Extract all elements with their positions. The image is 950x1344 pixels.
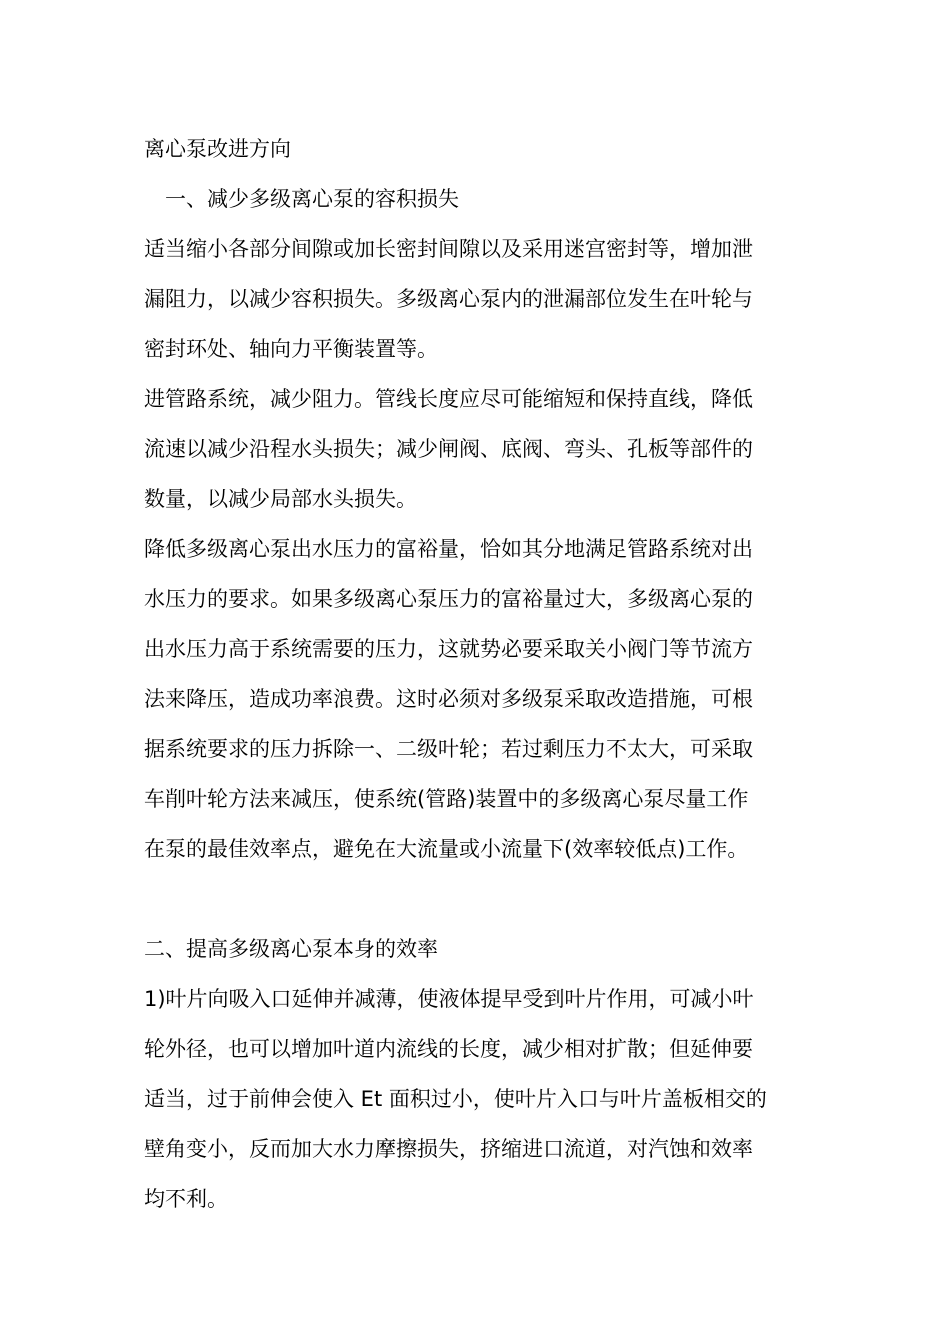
paragraph-spacer	[144, 874, 808, 924]
text-line: 壁角变小，反而加大水力摩擦损失，挤缩进口流道，对汽蚀和效率	[144, 1137, 753, 1161]
text-line: 漏阻力，以减少容积损失。多级离心泵内的泄漏部位发生在叶轮与	[144, 287, 753, 311]
text-line: 密封环处、轴向力平衡装置等。	[144, 337, 438, 361]
text-line: 进管路系统，减少阻力。管线长度应尽可能缩短和保持直线，降低	[144, 387, 753, 411]
text-line: 适当，过于前伸会使入 Et 面积过小，使叶片入口与叶片盖板相交的	[144, 1087, 767, 1111]
section2-heading: 二、提高多级离心泵本身的效率	[144, 937, 438, 961]
text-line: 流速以减少沿程水头损失；减少闸阀、底阀、弯头、孔板等部件的	[144, 437, 753, 461]
section1-heading: 一、减少多级离心泵的容积损失	[165, 187, 459, 211]
text-line: 1)叶片向吸入口延伸并减薄，使液体提早受到叶片作用，可减小叶	[144, 987, 754, 1011]
text-line: 适当缩小各部分间隙或加长密封间隙以及采用迷宫密封等，增加泄	[144, 237, 753, 261]
text-line: 均不利。	[144, 1187, 228, 1211]
text-line: 数量，以减少局部水头损失。	[144, 487, 417, 511]
text-line: 法来降压，造成功率浪费。这时必须对多级泵采取改造措施，可根	[144, 687, 753, 711]
text-line: 降低多级离心泵出水压力的富裕量，恰如其分地满足管路系统对出	[144, 537, 753, 561]
text-line: 据系统要求的压力拆除一、二级叶轮；若过剩压力不太大，可采取	[144, 737, 753, 761]
section1-paragraph-1	[144, 224, 808, 374]
text-line: 车削叶轮方法来减压，使系统(管路)装置中的多级离心泵尽量工作	[144, 787, 749, 811]
section1-paragraph-3	[144, 524, 808, 874]
text-line: 在泵的最佳效率点，避免在大流量或小流量下(效率较低点)工作。	[144, 837, 749, 861]
text-line: 水压力的要求。如果多级离心泵压力的富裕量过大，多级离心泵的	[144, 587, 753, 611]
document-body	[144, 124, 808, 1224]
section1-paragraph-2	[144, 374, 808, 524]
text-line: 轮外径，也可以增加叶道内流线的长度，减少相对扩散；但延伸要	[144, 1037, 753, 1061]
section2-paragraph-1	[144, 974, 808, 1224]
text-line: 出水压力高于系统需要的压力，这就势必要采取关小阀门等节流方	[144, 637, 753, 661]
document-title: 离心泵改进方向	[144, 137, 291, 161]
